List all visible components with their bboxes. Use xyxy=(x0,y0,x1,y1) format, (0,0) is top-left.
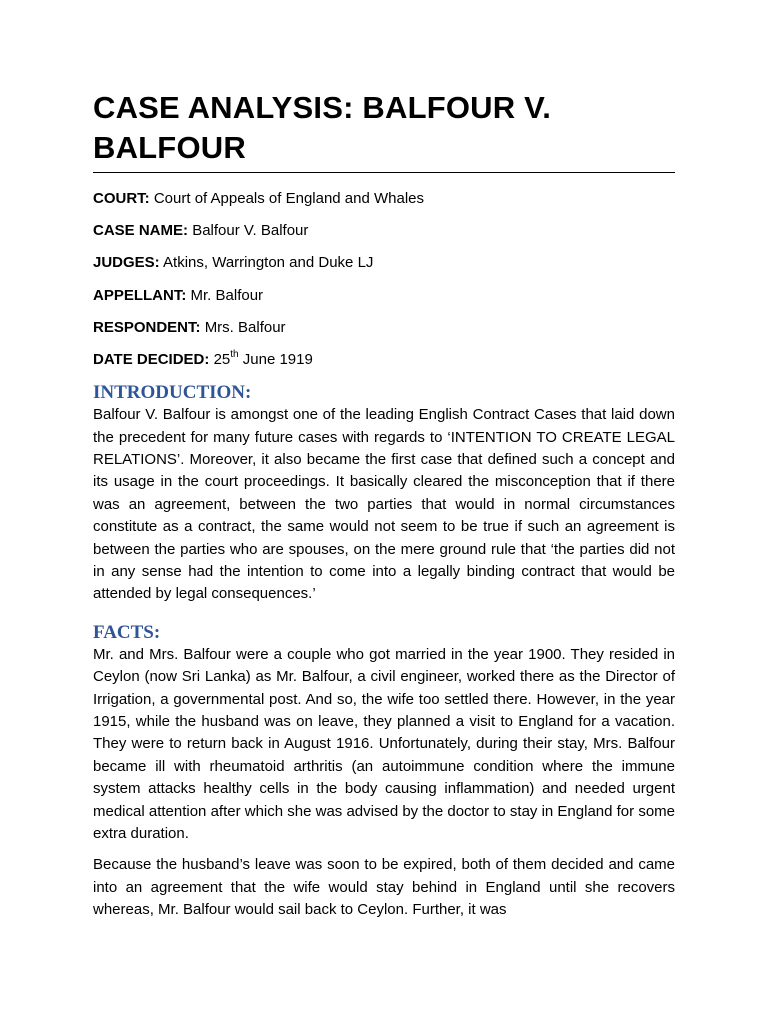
judges-value: Atkins, Warrington and Duke LJ xyxy=(163,254,374,272)
facts-heading: FACTS: xyxy=(93,621,161,643)
appellant-row xyxy=(93,286,675,306)
appellant-label: APPELLANT: xyxy=(93,286,187,304)
page-title: CASE ANALYSIS: BALFOUR V. BALFOUR xyxy=(93,88,675,173)
date-decided-row xyxy=(93,350,675,370)
judges-label: JUDGES: xyxy=(93,254,160,272)
respondent-label: RESPONDENT: xyxy=(93,318,201,336)
introduction-paragraph: Balfour V. Balfour is amongst one of the leading English Contract Cases that laid down the precedent for many future cases with regards to ‘INTENTION TO CREATE LEGAL RELATIONS’. Moreover, it also became the first case that defined such a concept and its usage in the court proceedings. It basically cleared the misconception that if there was an agreement, between the two parties that would in normal circumstances constitute as a contract, the same would not seem to be true if such an agreement is between the parties who are spouses, on the mere ground rule that ‘the parties did not in any sense had the intention to come into a legally binding contract that would be attended by legal consequences.’ xyxy=(93,406,675,603)
facts-paragraph-1: Mr. and Mrs. Balfour were a couple who got married in the year 1900. They resided in Ceylon (now Sri Lanka) as Mr. Balfour, a civil engineer, worked there as the Director of Irrigation, a governmental post. And so, the wife too settled there. However, in the year 1915, while the husband was on leave, they planned a visit to England for a vacation. They were to return back in August 1916. Unfortunately, during their stay, Mrs. Balfour became ill with rheumatoid arthritis (an autoimmune condition where the immune system attacks healthy cells in the body causing inflammation) and needed urgent medical attention after which she was advised by the doctor to stay in England for some extra duration. xyxy=(93,645,675,843)
judges-row xyxy=(93,253,675,273)
respondent-row xyxy=(93,318,675,338)
introduction-heading: INTRODUCTION: xyxy=(93,382,252,404)
date-decided-day: 25 xyxy=(213,350,231,368)
court-value: Court of Appeals of England and Whales xyxy=(153,190,425,207)
case-name-label: CASE NAME: xyxy=(93,222,189,240)
appellant-value: Mr. Balfour xyxy=(190,286,264,304)
respondent-value: Mrs. Balfour xyxy=(204,318,286,336)
court-label: COURT: xyxy=(93,190,150,207)
date-decided-suffix: th xyxy=(230,348,239,360)
case-name-row xyxy=(93,221,675,241)
date-decided-rest: June 1919 xyxy=(242,350,313,368)
case-name-value: Balfour V. Balfour xyxy=(192,222,309,240)
court-row xyxy=(93,189,675,209)
date-decided-label: DATE DECIDED: xyxy=(93,350,210,368)
facts-paragraph-2: Because the husband’s leave was soon to be expired, both of them decided and came into an agreement that the wife would stay behind in England until she recovers whereas, Mr. Balfour would sail back to Ceylon. Further, it was xyxy=(93,856,675,919)
case-details xyxy=(93,189,675,370)
